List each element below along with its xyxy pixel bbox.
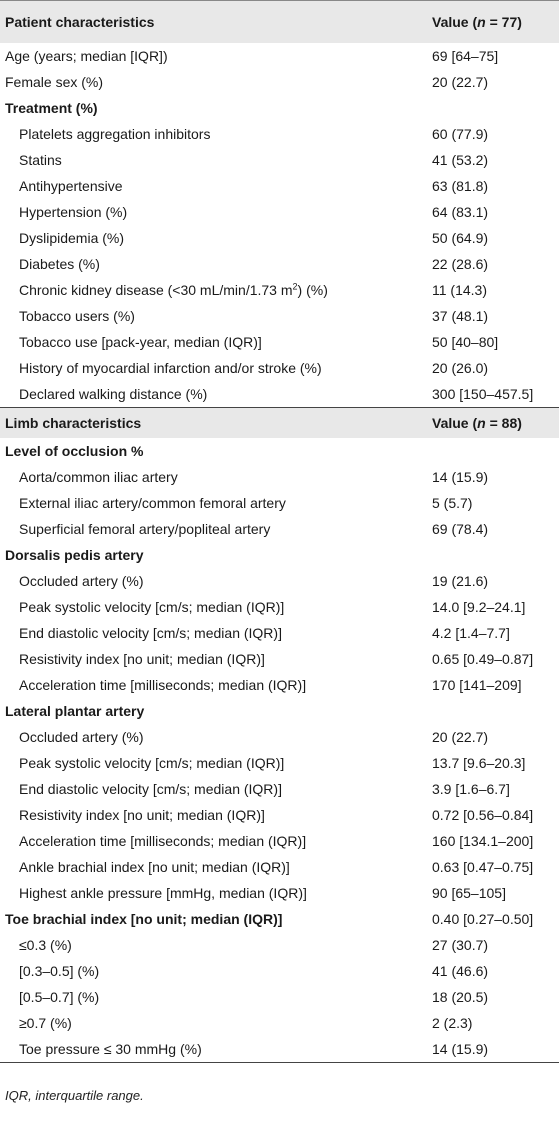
row-value (432, 95, 559, 121)
table-row (0, 854, 559, 880)
table-row (0, 750, 559, 776)
table-row (0, 464, 559, 490)
header-value: Value (n = 77) (432, 0, 559, 43)
table-row (0, 1036, 559, 1063)
row-label: ≤0.3 (%) (19, 937, 72, 953)
row-label: Acceleration time [milliseconds; median (IQR)] (19, 833, 307, 849)
row-label: Occluded artery (%) (19, 573, 144, 589)
row-value: 69 (78.4) (432, 521, 489, 537)
row-label: Highest ankle pressure [mmHg, median (IQR)] (19, 885, 307, 901)
row-value: 0.63 [0.47–0.75] (432, 859, 534, 875)
table-row (0, 251, 559, 277)
table-row (0, 199, 559, 225)
row-label: Dyslipidemia (%) (19, 230, 125, 246)
table-row (0, 880, 559, 906)
table-row (0, 802, 559, 828)
header-label: Limb characteristics (0, 408, 432, 439)
row-label: [0.3–0.5] (%) (19, 963, 100, 979)
section-row (0, 95, 559, 121)
row-value: 2 (2.3) (432, 1015, 473, 1031)
row-label: Platelets aggregation inhibitors (19, 126, 211, 142)
section-label: Toe brachial index [no unit; median (IQR)] (5, 911, 283, 927)
row-label: History of myocardial infarction and/or stroke (%) (19, 360, 322, 376)
row-value: 13.7 [9.6–20.3] (432, 755, 526, 771)
top-rule (0, 0, 559, 1)
table-row (0, 932, 559, 958)
table-footnote: IQR, interquartile range. (5, 1088, 144, 1103)
row-value: 20 (22.7) (432, 74, 489, 90)
row-label: End diastolic velocity [cm/s; median (IQR)] (19, 781, 282, 797)
row-label: Peak systolic velocity [cm/s; median (IQR)] (19, 755, 285, 771)
header-label: Patient characteristics (0, 0, 432, 43)
row-label: Declared walking distance (%) (19, 386, 208, 402)
row-label: Superficial femoral artery/popliteal artery (19, 521, 271, 537)
row-value: 0.72 [0.56–0.84] (432, 807, 534, 823)
row-label: Age (years; median [IQR]) (5, 48, 168, 64)
row-value: 50 [40–80] (432, 334, 499, 350)
row-label: Acceleration time [milliseconds; median (IQR)] (19, 677, 307, 693)
row-label: External iliac artery/common femoral artery (19, 495, 286, 511)
table-row (0, 225, 559, 251)
row-label: Occluded artery (%) (19, 729, 144, 745)
row-label: End diastolic velocity [cm/s; median (IQR)] (19, 625, 282, 641)
row-label: Tobacco users (%) (19, 308, 135, 324)
row-value: 22 (28.6) (432, 256, 489, 272)
row-value: 20 (22.7) (432, 729, 489, 745)
row-value: 69 [64–75] (432, 48, 499, 64)
table-row (0, 1010, 559, 1036)
row-value (432, 438, 559, 464)
table-row (0, 121, 559, 147)
row-value: 90 [65–105] (432, 885, 506, 901)
row-label: Female sex (%) (5, 74, 104, 90)
row-label: Diabetes (%) (19, 256, 100, 272)
row-value: 19 (21.6) (432, 573, 489, 589)
table-row (0, 303, 559, 329)
row-label: Tobacco use [pack-year, median (IQR)] (19, 334, 262, 350)
row-value: 4.2 [1.4–7.7] (432, 625, 510, 641)
row-value: 41 (53.2) (432, 152, 489, 168)
row-label: Aorta/common iliac artery (19, 469, 178, 485)
table-row (0, 776, 559, 802)
table-row (0, 355, 559, 381)
table-row (0, 620, 559, 646)
row-value: 300 [150–457.5] (432, 386, 534, 402)
row-value: 20 (26.0) (432, 360, 489, 376)
table-row (0, 594, 559, 620)
table-row (0, 173, 559, 199)
table-row (0, 984, 559, 1010)
row-label: Toe pressure ≤ 30 mmHg (%) (0, 1036, 432, 1063)
row-value (432, 698, 559, 724)
table-header-patient (0, 0, 559, 43)
row-label: Peak systolic velocity [cm/s; median (IQR)] (19, 599, 285, 615)
row-value: 41 (46.6) (432, 963, 489, 979)
row-label: ≥0.7 (%) (19, 1015, 72, 1031)
row-value: 14.0 [9.2–24.1] (432, 599, 526, 615)
section-label: Treatment (%) (5, 100, 98, 116)
table-row (0, 958, 559, 984)
row-value: 0.65 [0.49–0.87] (432, 651, 534, 667)
table-header-limb (0, 408, 559, 439)
table-row (0, 147, 559, 173)
table-row (0, 516, 559, 542)
row-label: Resistivity index [no unit; median (IQR)] (19, 807, 265, 823)
section-row (0, 542, 559, 568)
table-row (0, 490, 559, 516)
table-row (0, 381, 559, 408)
table-row (0, 69, 559, 95)
row-value: 11 (14.3) (432, 282, 487, 298)
table-row (0, 646, 559, 672)
row-label: Ankle brachial index [no unit; median (IQR)] (19, 859, 290, 875)
row-value: 63 (81.8) (432, 178, 489, 194)
table-row (0, 568, 559, 594)
row-label: Antihypertensive (19, 178, 123, 194)
table-row (0, 43, 559, 69)
row-label: Hypertension (%) (19, 204, 128, 220)
row-label: Statins (19, 152, 62, 168)
table-row (0, 329, 559, 355)
row-value: 64 (83.1) (432, 204, 489, 220)
section-label: Dorsalis pedis artery (5, 547, 144, 563)
row-value (432, 542, 559, 568)
row-value: 37 (48.1) (432, 308, 489, 324)
row-label: Chronic kidney disease (<30 mL/min/1.73 $m^2$) (%) (19, 281, 328, 298)
row-value: 170 [141–209] (432, 677, 522, 693)
section-label: Lateral plantar artery (5, 703, 145, 719)
row-value: 50 (64.9) (432, 230, 489, 246)
row-value: 14 (15.9) (432, 1036, 559, 1063)
row-value: 27 (30.7) (432, 937, 489, 953)
table-row (0, 828, 559, 854)
table-row (0, 724, 559, 750)
table-row (0, 672, 559, 698)
row-value: 160 [134.1–200] (432, 833, 534, 849)
row-label: Resistivity index [no unit; median (IQR)] (19, 651, 265, 667)
row-value: 0.40 [0.27–0.50] (432, 911, 534, 927)
section-row (0, 438, 559, 464)
row-value: 5 (5.7) (432, 495, 473, 511)
table-row (0, 277, 559, 303)
row-value: 60 (77.9) (432, 126, 489, 142)
row-value: 3.9 [1.6–6.7] (432, 781, 510, 797)
section-label: Level of occlusion % (5, 443, 144, 459)
section-row (0, 906, 559, 932)
row-label: [0.5–0.7] (%) (19, 989, 100, 1005)
row-value: 14 (15.9) (432, 469, 489, 485)
row-value: 18 (20.5) (432, 989, 489, 1005)
header-value: Value (n = 88) (432, 408, 559, 439)
section-row (0, 698, 559, 724)
